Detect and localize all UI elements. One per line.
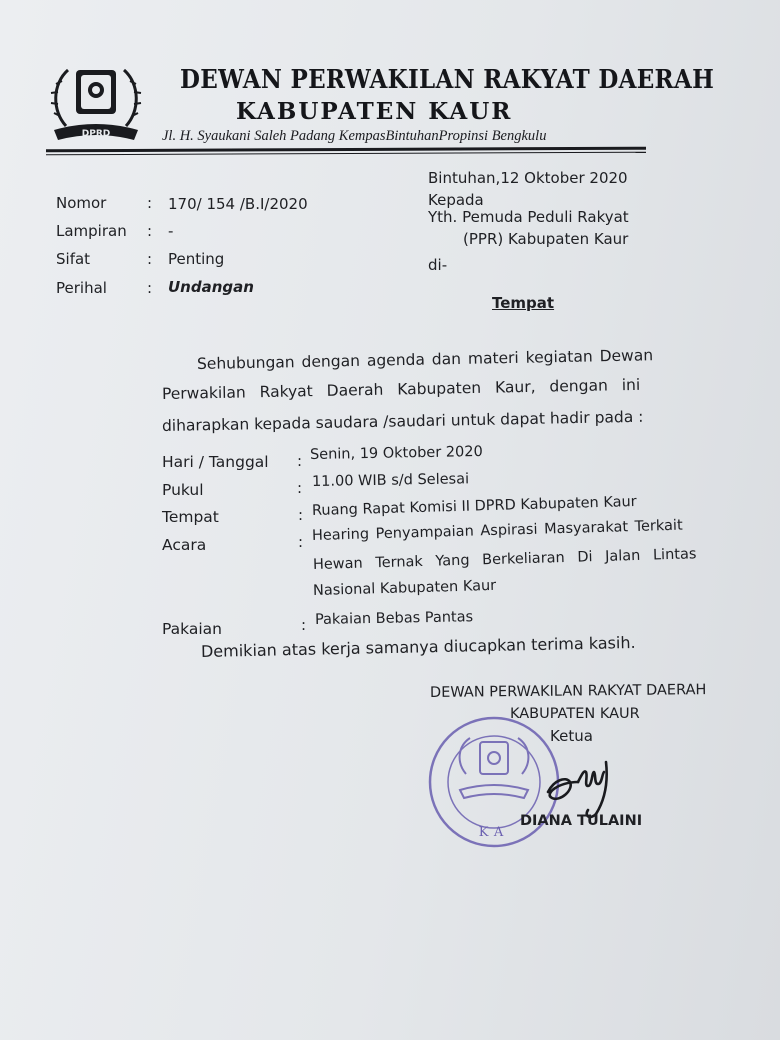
letterhead-title-line2: KABUPATEN KAUR <box>236 98 513 125</box>
detail-value-pakaian: Pakaian Bebas Pantas <box>314 609 474 628</box>
logo-text: DPRD <box>81 129 111 139</box>
detail-label-tempat: Tempat <box>162 508 219 526</box>
recipient-di: di- <box>428 256 448 274</box>
field-colon: : <box>147 222 153 240</box>
letterhead-rule-thin <box>46 152 646 156</box>
field-value-nomor: 170/ 154 /B.I/2020 <box>168 195 308 213</box>
detail-value-acara-cont2: Nasional Kabupaten Kaur <box>312 577 497 599</box>
field-value-sifat: Penting <box>168 250 225 268</box>
closing-text: Demikian atas kerja samanya diucapkan terima kasih. <box>200 632 636 661</box>
recipient-kepada: Kepada <box>428 191 484 209</box>
field-colon: : <box>147 250 153 268</box>
body-line-2: Perwakilan Rakyat Daerah Kabupaten Kaur, dengan ini <box>161 375 641 403</box>
detail-label-pakaian: Pakaian <box>162 620 222 638</box>
detail-value-acara-cont1: Hewan Ternak Yang Berkeliaran Di Jalan Lintas <box>312 546 697 573</box>
detail-label-pukul: Pukul <box>162 481 204 499</box>
detail-colon: : <box>301 616 307 634</box>
field-value-perihal: Undangan <box>168 278 254 296</box>
detail-colon: : <box>297 479 303 497</box>
signature-org-line2: KABUPATEN KAUR <box>510 706 640 722</box>
detail-label-acara: Acara <box>162 536 207 554</box>
body-line-3: diharapkan kepada saudara /saudari untuk dapat hadir pada : <box>161 407 644 435</box>
recipient-line2: (PPR) Kabupaten Kaur <box>463 230 629 248</box>
field-colon: : <box>147 194 153 212</box>
detail-value-tempat: Ruang Rapat Komisi II DPRD Kabupaten Kaur <box>311 493 637 519</box>
letterhead-title-line1: DEWAN PERWAKILAN RAKYAT DAERAH <box>180 64 715 96</box>
field-value-lampiran: - <box>168 222 174 240</box>
detail-label-hari: Hari / Tanggal <box>162 453 269 471</box>
field-label-nomor: Nomor <box>56 194 107 212</box>
field-label-sifat: Sifat <box>56 250 91 268</box>
signature-position: Ketua <box>550 727 593 745</box>
field-label-perihal: Perihal <box>56 279 107 297</box>
letterhead-address: Jl. H. Syaukani Saleh Padang KempasBintuhanPropinsi Bengkulu <box>162 128 547 144</box>
body-line-1: Sehubungan dengan agenda dan materi kegiatan Dewan <box>196 346 654 373</box>
detail-value-hari: Senin, 19 Oktober 2020 <box>309 443 483 463</box>
detail-colon: : <box>298 506 304 524</box>
detail-colon: : <box>298 533 304 551</box>
recipient-line1: Yth. Pemuda Peduli Rakyat <box>428 208 629 226</box>
field-colon: : <box>147 279 153 297</box>
detail-colon: : <box>297 452 303 470</box>
field-label-lampiran: Lampiran <box>56 222 127 240</box>
signature-name: DIANA TULAINI <box>520 813 643 829</box>
stamp-text: KA <box>478 825 510 840</box>
detail-value-pukul: 11.00 WIB s/d Selesai <box>311 471 470 490</box>
detail-value-acara: Hearing Penyampaian Aspirasi Masyarakat Terkait <box>311 517 683 544</box>
dprd-logo-icon <box>46 56 146 148</box>
signature-org-line1: DEWAN PERWAKILAN RAKYAT DAERAH <box>429 682 707 701</box>
date-place: Bintuhan,12 Oktober 2020 <box>428 169 628 187</box>
recipient-tempat: Tempat <box>492 294 555 312</box>
